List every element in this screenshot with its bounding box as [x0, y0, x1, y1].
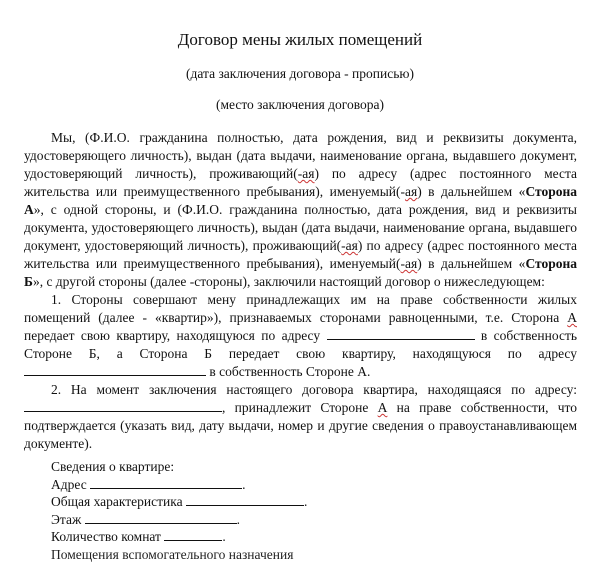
place-placeholder-line: (место заключения договора) — [0, 97, 600, 113]
info-floor-row — [51, 511, 307, 529]
party-b-name: Сторона Б — [24, 256, 577, 289]
clause-2-text-3: на праве собственности, что подтверждается (указать вид, дату выдачи, номер и другие сведения о правоустанавливающем документе). — [24, 400, 577, 451]
info-address-period: . — [242, 477, 245, 492]
preamble-text-1: Мы, (Ф.И.О. гражданина полностью, дата рождения, вид и реквизиты документа, удостоверяющего личность), выдан (дата выдачи, наименование органа, выдавшего документ, удостоверяющий личность), проживающий( — [24, 130, 577, 181]
info-characteristics-row — [51, 493, 307, 511]
preamble-text-3: ) в дальнейшем « — [417, 184, 525, 199]
info-characteristics-period: . — [304, 494, 307, 509]
info-characteristics-blank — [186, 493, 304, 506]
gender-suffix-2: ая — [405, 184, 417, 199]
clause-2-letter-a: А — [378, 400, 388, 415]
info-rooms-label: Количество комнат — [51, 529, 161, 544]
info-address-row — [51, 476, 307, 494]
contract-body — [24, 129, 577, 453]
preamble-text-4: », с одной стороны, и (Ф.И.О. гражданина полностью, дата рождения, вид и реквизиты документа, удостоверяющего личность), выдан (дата выдачи, наименование органа, выдавшего документ, удостоверяющий личность), проживающий( — [24, 202, 577, 253]
gender-suffix-1: -ая — [298, 166, 315, 181]
clause-1-text-3: в собственность Стороне Б, а Сторона Б передает свою квартиру, находящуюся по адресу — [24, 328, 577, 361]
info-heading: Сведения о квартире: — [51, 458, 307, 476]
clause-1-text-1: 1. Стороны совершают мену принадлежащих им на праве собственности жилых помещений (далее - «квартир»), признаваемых сторонами равноценными, т.е. Сторона — [24, 292, 577, 325]
info-floor-blank — [85, 511, 237, 524]
info-floor-label: Этаж — [51, 512, 81, 527]
info-floor-period: . — [237, 512, 240, 527]
clause-1-text-2: передает свою квартиру, находящуюся по адресу — [24, 328, 327, 343]
preamble-text-5: ) по адресу (адрес постоянного места жительства или преимущественного пребывания), именуемый( — [24, 238, 577, 271]
document-title: Договор мены жилых помещений — [0, 30, 600, 50]
clause-2-paragraph — [24, 381, 577, 453]
address-a-blank — [327, 327, 475, 340]
preamble-text-6: ) в дальнейшем « — [417, 256, 525, 271]
info-rooms-blank — [164, 528, 222, 541]
date-placeholder-line: (дата заключения договора - прописью) — [0, 66, 600, 82]
preamble-paragraph — [24, 129, 577, 291]
info-characteristics-label: Общая характеристика — [51, 494, 183, 509]
clause-1-letter-a: А — [567, 310, 577, 325]
address-b-blank — [24, 363, 206, 376]
info-aux-row — [51, 546, 307, 563]
preamble-text-2: ) по адресу (адрес постоянного места жительства или преимущественного пребывания), именуемый(- — [24, 166, 577, 199]
apartment-info — [51, 458, 307, 563]
clause-1-text-4: в собственность Стороне А. — [206, 364, 370, 379]
preamble-text-7: », с другой стороны (далее -стороны), заключили настоящий договор о нижеследующем: — [33, 274, 545, 289]
gender-suffix-4: -ая — [400, 256, 417, 271]
info-rooms-row — [51, 528, 307, 546]
clause-2-text-2: , принадлежит Стороне — [222, 400, 378, 415]
clause-2-address-blank — [24, 399, 222, 412]
info-address-label: Адрес — [51, 477, 87, 492]
party-a-name: Сторона А — [24, 184, 577, 217]
info-aux-label: Помещения вспомогательного назначения — [51, 547, 293, 562]
gender-suffix-3: -ая — [341, 238, 358, 253]
clause-1-paragraph — [24, 291, 577, 381]
info-address-blank — [90, 476, 242, 489]
clause-2-text-1: 2. На момент заключения настоящего договора квартира, находящаяся по адресу: — [51, 382, 577, 397]
info-rooms-period: . — [222, 529, 225, 544]
